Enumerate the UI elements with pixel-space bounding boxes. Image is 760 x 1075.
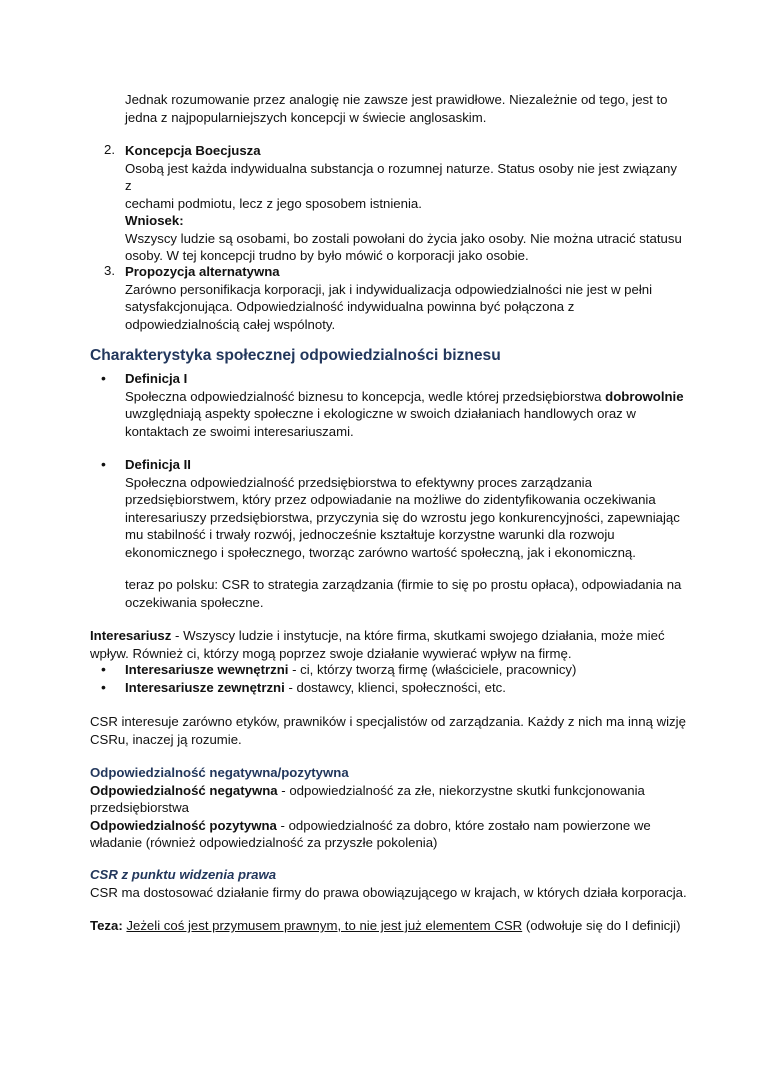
def1-line-1: Społeczna odpowiedzialność biznesu to koncepcja, wedle której przedsiębiorstwa	[125, 388, 606, 404]
item2-line-1: Osobą jest każda indywidualna substancja o rozumnej naturze. Status osoby nie jest związany z	[125, 160, 677, 193]
stakeholder-term: Interesariusz	[90, 628, 172, 643]
def2-note	[125, 576, 685, 611]
definition-2	[125, 456, 685, 561]
list-number-2: 2.	[104, 142, 115, 157]
csr-line-2: CSRu, inaczej ją rozumie.	[90, 731, 242, 747]
negative-desc: - odpowiedzialność za złe, niekorzystne skutki funkcjonowania	[277, 782, 645, 798]
internal-term: Interesariusze wewnętrzni	[125, 662, 289, 677]
responsibility-section	[90, 764, 690, 852]
def2-line-4: mu stabilność i trwały rozwój, jednocześnie kształtuje korzystne warunki dla rozwoju	[125, 527, 615, 542]
def1-bold-word: dobrowolnie	[605, 388, 684, 404]
item2-line-2: cechami podmiotu, lecz z jego sposobem istnienia.	[125, 195, 422, 211]
note-line-2: oczekiwania społeczne.	[125, 594, 264, 610]
positive-desc: - odpowiedzialność za dobro, które zostało nam powierzone we	[276, 817, 651, 833]
def2-line-2: przedsiębiorstwem, który przez odpowiadanie na możliwe do zidentyfikowania oczekiwania	[125, 492, 656, 507]
item3-line-2: satysfakcjonująca. Odpowiedzialność indywidualna powinna być połączona z	[125, 299, 575, 314]
thesis-label: Teza:	[90, 918, 123, 933]
stakeholder-bullet-external	[125, 679, 685, 697]
conclusion-line-2: osoby. W tej koncepcji trudno by było mówić o korporacji jako osobie.	[125, 248, 529, 263]
external-term: Interesariusze zewnętrzni	[125, 680, 285, 695]
intro-line-2: jedna z najpopularniejszych koncepcji w świecie anglosaskim.	[125, 109, 487, 125]
thesis-rest: (odwołuje się do I definicji)	[522, 918, 681, 933]
thesis	[90, 917, 710, 935]
section-heading: Charakterystyka społecznej odpowiedzialności biznesu	[90, 347, 501, 364]
def2-line-1: Społeczna odpowiedzialność przedsiębiorstwa to efektywny proces zarządzania	[125, 474, 592, 490]
law-line: CSR ma dostosować działanie firmy do prawa obowiązującego w krajach, w których działa korporacja.	[90, 884, 687, 900]
thesis-underlined: Jeżeli coś jest przymusem prawnym, to nie jest już elementem CSR	[126, 918, 523, 933]
positive-term: Odpowiedzialność pozytywna	[90, 817, 277, 833]
stakeholder-line-2: wpływ. Również ci, którzy mogą poprzez swoje działanie wywierać wpływ na firmę.	[90, 645, 572, 661]
conclusion-label: Wniosek:	[125, 213, 184, 228]
bullet-icon: •	[101, 370, 106, 386]
bullet-icon: •	[101, 661, 106, 677]
note-line-1: teraz po polsku: CSR to strategia zarządzania (firmie to się po prostu opłaca), odpowiadania na	[125, 577, 682, 592]
bullet-icon: •	[101, 456, 106, 472]
law-heading: CSR z punktu widzenia prawa	[90, 867, 277, 882]
def2-line-3: interesariuszy przedsiębiorstwa, przyczynia się do wzrostu jego konkurencyjności, zapewniając	[125, 509, 680, 525]
negative-term: Odpowiedzialność negatywna	[90, 782, 278, 798]
item-boecjusz	[125, 142, 685, 265]
intro-paragraph	[125, 91, 685, 126]
item-alternative	[125, 263, 685, 333]
item3-line-1: Zarówno personifikacja korporacji, jak i indywidualizacja odpowiedzialności nie jest w pełni	[125, 281, 653, 297]
internal-desc: - ci, którzy tworzą firmę (właściciele, pracownicy)	[288, 662, 577, 677]
def2-title: Definicja II	[125, 457, 191, 472]
def2-line-5: ekonomicznego i społecznego, tworząc zarówno wartość społeczną, jak i ekonomiczną.	[125, 544, 636, 560]
csr-paragraph	[90, 713, 690, 748]
positive-line-2: władanie (również odpowiedzialność za przyszłe pokolenia)	[90, 835, 438, 850]
csr-line-1: CSR interesuje zarówno etyków, prawników i specjalistów od zarządzania. Każdy z nich ma inną wizję	[90, 714, 686, 729]
external-desc: - dostawcy, klienci, społeczności, etc.	[284, 680, 506, 695]
stakeholder-paragraph	[90, 627, 690, 662]
def1-line-2: uwzględniają aspekty społeczne i ekologiczne w swoich działaniach handlowych oraz w	[125, 406, 636, 421]
negpos-heading: Odpowiedzialność negatywna/pozytywna	[90, 765, 349, 780]
bullet-icon: •	[101, 679, 106, 695]
stakeholder-line-1: - Wszyscy ludzie i instytucje, na które firma, skutkami swojego działania, może mieć	[171, 628, 665, 643]
law-section	[90, 866, 700, 901]
conclusion-line-1: Wszyscy ludzie są osobami, bo zostali powołani do życia jako osoby. Nie można utracić statusu	[125, 230, 682, 246]
def1-title: Definicja I	[125, 371, 188, 386]
negative-line-2: przedsiębiorstwa	[90, 800, 189, 815]
intro-line-1: Jednak rozumowanie przez analogię nie zawsze jest prawidłowe. Niezależnie od tego, jest to	[125, 92, 668, 107]
item3-title: Propozycja alternatywna	[125, 264, 280, 279]
list-number-3: 3.	[104, 263, 115, 278]
def1-line-3: kontaktach ze swoimi interesariuszami.	[125, 423, 354, 439]
item2-title: Koncepcja Boecjusza	[125, 143, 261, 158]
stakeholder-bullet-internal	[125, 661, 685, 679]
item3-line-3: odpowiedzialnością całej wspólnoty.	[125, 316, 336, 332]
definition-1	[125, 370, 685, 440]
